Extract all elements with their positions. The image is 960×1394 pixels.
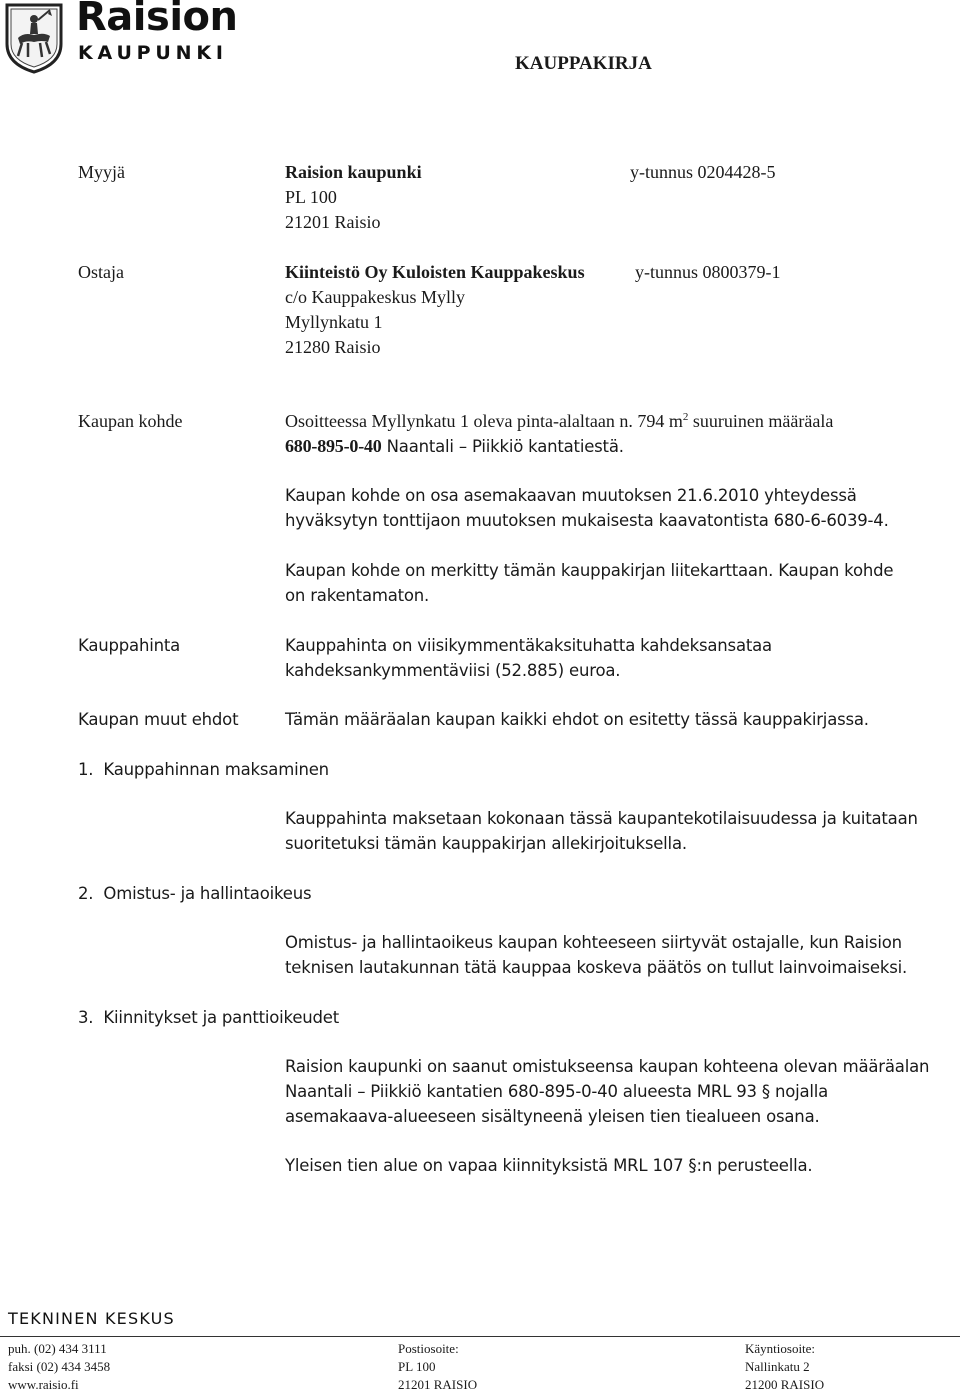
property-id: 680-895-0-40 [285,436,382,456]
buyer-label: Ostaja [78,262,124,282]
section-1-heading: 1. Kauppahinnan maksaminen [78,760,329,779]
seller-name: Raision kaupunki [285,162,422,182]
object-map-line-2: on rakentamaton. [285,586,430,605]
footer-visit-line-1: Nallinkatu 2 [745,1359,810,1374]
logo-wordmark: Raision [76,0,238,40]
section-3-line-1: Raision kaupunki on saanut omistukseensa kaupan kohteena olevan määräalan [285,1057,930,1076]
seller-address-line-1: PL 100 [285,187,337,207]
buyer-address-line-2: Myllynkatu 1 [285,312,383,332]
seller-label: Myyjä [78,162,125,182]
object-description-line-1: Osoitteessa Myllynkatu 1 oleva pinta-alaltaan n. 794 $m^2$ suuruinen määräala [285,411,834,431]
section-1-line-2: suoritetuksi tämän kauppakirjan allekirjoituksella. [285,834,687,853]
section-3-paragraph-2: Yleisen tien alue on vapaa kiinnityksistä MRL 107 §:n perusteella. [285,1156,813,1175]
price-text-line-1: Kauppahinta on viisikymmentäkaksituhatta kahdeksansataa [285,636,772,655]
footer-visit-line-2: 21200 RAISIO [745,1377,825,1392]
footer-visit-label: Käyntiosoite: [745,1341,816,1356]
section-3-heading: 3. Kiinnitykset ja panttioikeudet [78,1008,340,1027]
buyer-name: Kiinteistö Oy Kuloisten Kauppakeskus [285,262,585,282]
footer-contact [8,1340,110,1394]
price-text-line-2: kahdeksankymmentäviisi (52.885) euroa. [285,661,621,680]
footer-phone: puh. (02) 434 3111 [8,1341,107,1356]
object-zoning-line-2: hyväksytyn tonttijaon muutoksen mukaisesta kaavatontista 680-6-6039-4. [285,511,889,530]
footer-department: TEKNINEN KESKUS [8,1309,175,1328]
buyer-address-line-3: 21280 Raisio [285,337,381,357]
object-zoning-line-1: Kaupan kohde on osa asemakaavan muutoksen 21.6.2010 yhteydessä [285,486,857,505]
object-label: Kaupan kohde [78,411,183,431]
footer-website-link[interactable]: www.raisio.fi [8,1377,79,1392]
other-terms-text: Tämän määräalan kaupan kaikki ehdot on esitetty tässä kauppakirjassa. [285,710,869,729]
section-2-line-1: Omistus- ja hallintaoikeus kaupan kohteeseen siirtyvät ostajalle, kun Raision [285,933,902,952]
footer-postal-label: Postiosoite: [398,1341,459,1356]
buyer-address-line-1: c/o Kauppakeskus Mylly [285,287,465,307]
section-1-line-1: Kauppahinta maksetaan kokonaan tässä kaupantekotilaisuudessa ja kuitataan [285,809,918,828]
section-3-line-2: Naantali – Piikkiö kantatien 680-895-0-40 alueesta MRL 93 § nojalla [285,1082,829,1101]
coat-of-arms-logo [4,2,64,74]
logo-subtitle: KAUPUNKI [78,42,228,64]
document-title: KAUPPAKIRJA [515,53,652,74]
section-3-line-3: asemakaava-alueeseen sisältyneenä yleisen tien tiealueen osana. [285,1107,820,1126]
price-label: Kauppahinta [78,636,181,655]
other-terms-label: Kaupan muut ehdot [78,710,239,729]
footer-postal-address [398,1340,477,1394]
seller-address-line-2: 21201 Raisio [285,212,381,232]
buyer-business-id: y-tunnus 0800379-1 [635,262,781,282]
section-2-line-2: teknisen lautakunnan tätä kauppaa koskeva päätös on tullut lainvoimaiseksi. [285,958,908,977]
object-description-line-2: 680-895-0-40 Naantali – Piikkiö kantatiestä. [285,436,624,456]
footer-postal-line-1: PL 100 [398,1359,436,1374]
object-map-line-1: Kaupan kohde on merkitty tämän kauppakirjan liitekarttaan. Kaupan kohde [285,561,894,580]
section-2-heading: 2. Omistus- ja hallintaoikeus [78,884,312,903]
footer-divider [0,1336,960,1337]
seller-business-id: y-tunnus 0204428-5 [630,162,776,182]
footer-postal-line-2: 21201 RAISIO [398,1377,478,1392]
footer-visiting-address [745,1340,824,1394]
footer-fax: faksi (02) 434 3458 [8,1359,111,1374]
